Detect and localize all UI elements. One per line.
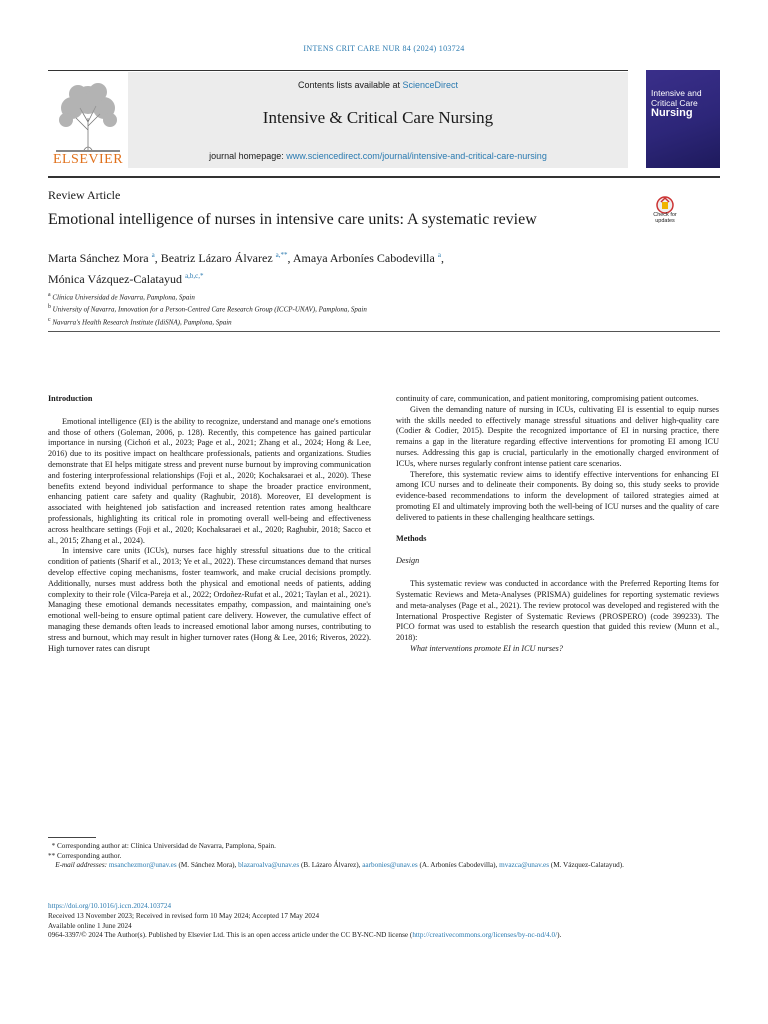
- affiliation: [48, 315, 668, 327]
- author-affil-mark[interactable]: a,b,c,*: [185, 272, 204, 280]
- affil-text: University of Navarra, Innovation for a Person-Centred Care Research Group (ICCP-UNAV), Pamplona, Spain: [52, 305, 367, 314]
- section-heading-methods: Methods: [396, 533, 427, 543]
- author-name[interactable]: Marta Sánchez Mora: [48, 251, 149, 265]
- research-question: What interventions promote EI in ICU nurses?: [410, 643, 563, 653]
- body-paragraph: Therefore, this systematic review aims to identify effective interventions for enhancing EI among ICU nurses and to delineate their components. By doing so, this study seeks to provide evidence-based recommendations to inform the development of tailored strategies aimed at promoting EI and ultimately improving both the well-being of ICU nurses and the quality of care delivered to patients in these challenging healthcare settings.: [396, 469, 719, 522]
- homepage-label: journal homepage:: [209, 151, 287, 161]
- footnote-text: Corresponding author at: Clínica Universidad de Navarra, Pamplona, Spain.: [56, 842, 276, 850]
- check-for-updates-label: Check for updates: [653, 212, 677, 224]
- article-type: Review Article: [48, 188, 121, 202]
- affil-mark: a: [48, 292, 51, 298]
- body-column-left: [48, 394, 371, 654]
- footnote: ** Corresponding author.: [48, 851, 122, 860]
- author-affil-mark[interactable]: a: [151, 251, 155, 259]
- affil-text: Clínica Universidad de Navarra, Pamplona, Spain: [52, 293, 195, 302]
- email-owner: (M. Vázquez-Calatayud).: [550, 861, 624, 870]
- cover-line-3: Nursing: [651, 107, 693, 119]
- author-name[interactable]: Amaya Arboníes Cabodevilla: [292, 251, 435, 265]
- email-link[interactable]: mvazca@unav.es: [499, 861, 549, 870]
- author-list: Marta Sánchez Mora $^a$, Beatriz Lázaro Álvarez $^{a,**}$, Amaya Arboníes Cabodevilla $^a$, Mónica Vázquez-Calatayud $^{a,b,c,*}$: [48, 251, 444, 286]
- affiliation: [48, 302, 668, 314]
- sciencedirect-link[interactable]: ScienceDirect: [402, 80, 459, 90]
- journal-cover-title: [651, 88, 717, 118]
- body-paragraph: Given the demanding nature of nursing in ICUs, cultivating EI is essential to equip nurses with the skills needed to effectively manage stressful situations and deliver high-quality care (Codier & Codier, 2015). Despite the recognized importance of EI in nursing practice, there remains a gap in the literature regarding effective interventions for promoting EI among ICU nurses. Addressing this gap is crucial, particularly in the emotionally charged environment of ICUs, where nurses regularly confront intense patient care scenarios.: [396, 404, 719, 468]
- license-line: [48, 931, 720, 941]
- author-affil-mark[interactable]: a: [437, 251, 441, 259]
- body-column-right: [396, 394, 719, 655]
- article-title: Emotional intelligence of nurses in intensive care units: A systematic review: [48, 211, 537, 228]
- contents-prefix: Contents lists available at: [297, 80, 403, 90]
- body-paragraph: This systematic review was conducted in accordance with the Preferred Reporting Items for Systematic Reviews and Meta-Analyses (PRISMA) guidelines for reporting systematic reviews and meta-analyses (Page et al., 2021). The review protocol was developed and registered with the International Prospective Register of Systematic Reviews (PROSPERO) (code 399233). The PICO format was used to establish the research question that guided this review (Munn et al., 2018):: [396, 579, 719, 643]
- available-online: Available online 1 June 2024: [48, 921, 132, 930]
- body-paragraph: Emotional intelligence (EI) is the ability to recognize, understand and manage one's emotions and those of others (Goleman, 2006, p. 128). Recently, this competence has gained particular importance in nursing (Cichoń et al., 2023; Page et al., 2021; Zhang et al., 2024; Hong & Lee, 2016) due to its positive impact on healthcare professionals, patients and organizations. Studies demonstrate that EI helps mitigate stress and prevent nurse burnout by improving communication and fostering interprofessional relationships (Foji et al., 2020; Kochaksaraei et al., 2020). These benefits extend beyond individual performance to shape the broader practice environment, enhancing patient care safety and quality (Raghubir, 2018). Moreover, EI development is associated with heightened job satisfaction and increased retention rates among healthcare professionals, highlighting its critical role in promoting overall well-being and effectiveness across healthcare settings (Foji et al., 2020; Kochaksaraei et al., 2020; Raghubir, 2018; Sacco et al., 2015; Zhang et al., 2024).: [48, 416, 371, 545]
- affil-text: Navarra's Health Research Institute (IdiSNA), Pamplona, Spain: [52, 317, 232, 326]
- affil-mark: b: [48, 304, 51, 311]
- journal-title[interactable]: Intensive & Critical Care Nursing: [262, 108, 494, 127]
- email-owner: (A. Arboníes Cabodevilla),: [419, 861, 498, 870]
- affiliations: [48, 290, 668, 327]
- body-paragraph: continuity of care, communication, and patient monitoring, compromising patient outcomes.: [396, 394, 699, 403]
- footnote: * Corresponding author at: Clínica Universidad de Navarra, Pamplona, Spain.: [48, 842, 276, 850]
- affil-mark: c: [48, 316, 51, 323]
- journal-homepage: [128, 151, 628, 161]
- body-paragraph: In intensive care units (ICUs), nurses face highly stressful situations due to the critical condition of patients (Sharif et al., 2013; Ye et al., 2022). These circumstances demand that nurses develop effective coping mechanisms, foster teamwork, and make crucial decisions promptly. Additionally, nurses must address both the physical and emotional needs of patients, adding complexity to their role (Vilca-Pareja et al., 2022; Ordoñez-Rufat et al., 2021; Taylan et al., 2021). Managing these emotional demands necessitates empathy, compassion, and maintaining one's emotional well-being to ensure optimal patient care delivery. However, the cumulative effect of managing these demands often leads to increased emotional labor among nurses, contributing to stress and burnout, which may result in higher turnover rates (Hong & Lee, 2016; Riveros, 2022). High turnover rates can disrupt: [48, 546, 371, 653]
- footnote-rule: [48, 837, 96, 838]
- masthead-top-rule: [48, 70, 628, 71]
- footnote-text: Corresponding author.: [56, 851, 122, 860]
- email-link[interactable]: aarbonies@unav.es: [362, 861, 418, 870]
- email-owner: (M. Sánchez Mora),: [178, 861, 237, 870]
- email-link[interactable]: msanchezmor@unav.es: [108, 861, 177, 870]
- footnotes: [48, 842, 720, 871]
- subsection-heading-design: Design: [396, 556, 420, 566]
- header-divider: [48, 331, 720, 332]
- contents-line: [128, 80, 628, 90]
- email-link[interactable]: blazaroalva@unav.es: [238, 861, 300, 870]
- elsevier-wordmark: ELSEVIER: [52, 152, 124, 167]
- affiliation: [48, 290, 668, 302]
- cover-line-2: Critical Care: [651, 98, 698, 108]
- homepage-link[interactable]: www.sciencedirect.com/journal/intensive-and-critical-care-nursing: [286, 151, 547, 161]
- received-dates: Received 13 November 2023; Received in revised form 10 May 2024; Accepted 17 May 2024: [48, 911, 320, 920]
- journal-cover[interactable]: [646, 70, 720, 168]
- section-heading-introduction: Introduction: [48, 394, 93, 403]
- email-label: E-mail addresses:: [55, 861, 108, 870]
- cover-line-1: Intensive and: [651, 88, 702, 98]
- running-head[interactable]: INTENS CRIT CARE NUR 84 (2024) 103724: [303, 44, 465, 53]
- license-text: 0964-3397/© 2024 The Author(s). Published by Elsevier Ltd. This is an open access article under the CC BY-NC-ND license (: [48, 931, 413, 940]
- email-owner: (B. Lázaro Álvarez),: [300, 861, 361, 870]
- author-name[interactable]: Mónica Vázquez-Calatayud: [48, 272, 183, 286]
- author-name[interactable]: Beatriz Lázaro Álvarez: [160, 251, 273, 265]
- author-affil-mark[interactable]: a,**: [275, 251, 288, 259]
- license-text-end: ).: [557, 931, 562, 940]
- masthead-bottom-rule: [48, 176, 720, 178]
- article-metadata: [48, 902, 720, 941]
- email-footnote: [48, 861, 720, 871]
- license-link[interactable]: http://creativecommons.org/licenses/by-nc-nd/4.0/: [412, 931, 558, 940]
- doi-link[interactable]: https://doi.org/10.1016/j.iccn.2024.103724: [48, 902, 172, 910]
